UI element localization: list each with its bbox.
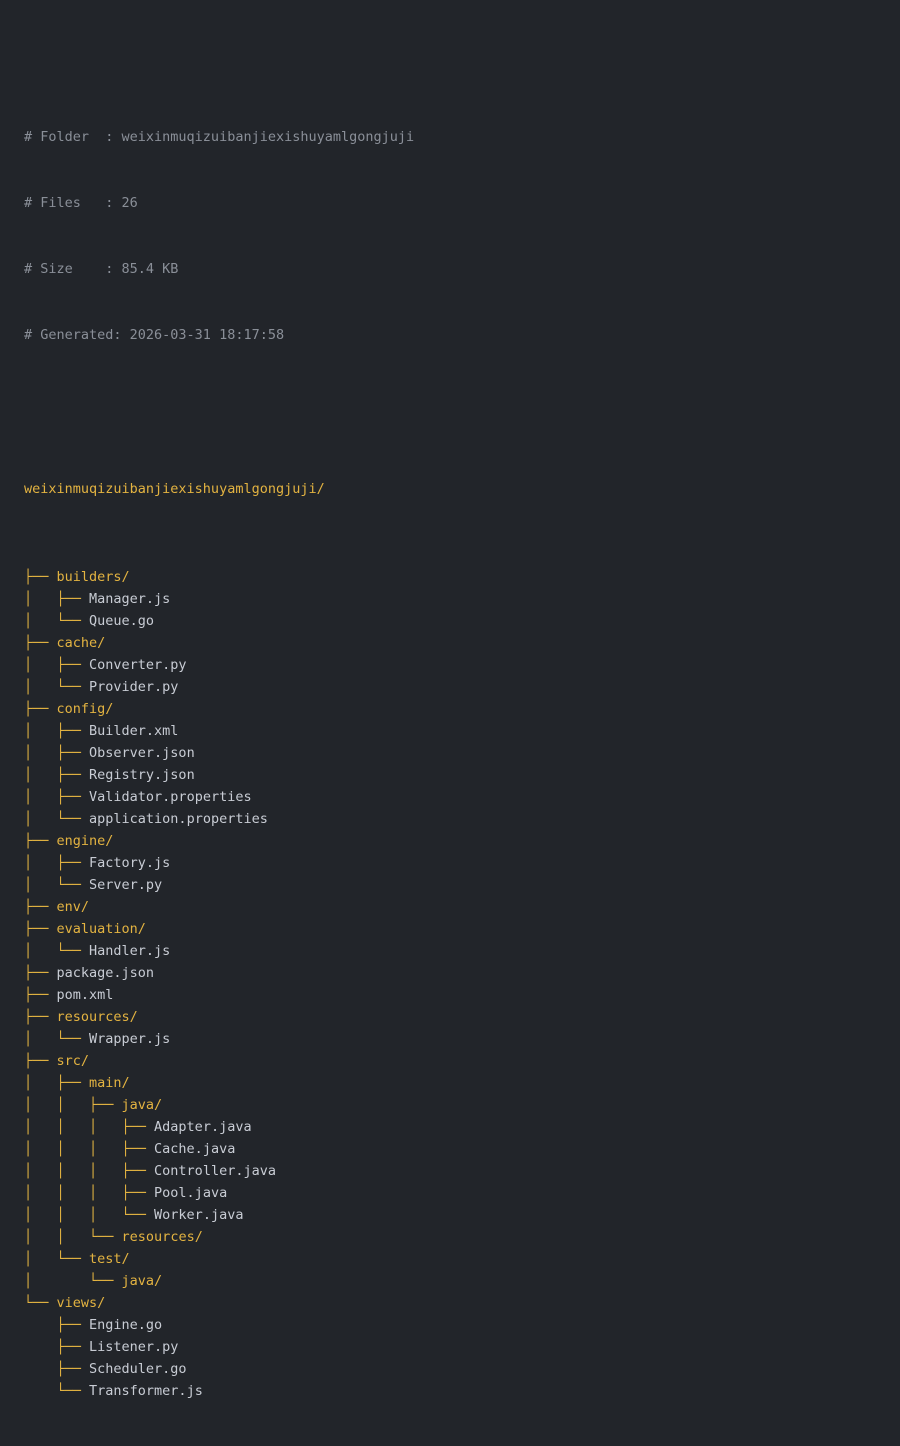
tree-branch-glyph: │ │ │ └── — [24, 1207, 155, 1223]
tree-row-list — [24, 566, 900, 1402]
tree-row — [24, 764, 900, 786]
tree-branch-glyph: │ └── — [24, 1273, 122, 1289]
header-size-line: # Size : 85.4 KB — [24, 261, 179, 277]
tree-row — [24, 1248, 900, 1270]
tree-directory-name[interactable]: config/ — [56, 701, 114, 717]
tree-file-name[interactable]: Scheduler.go — [89, 1361, 187, 1377]
tree-directory-name[interactable]: java/ — [121, 1097, 163, 1113]
tree-row — [24, 698, 900, 720]
tree-file-name[interactable]: Provider.py — [89, 679, 179, 695]
tree-directory-name[interactable]: main/ — [89, 1075, 130, 1091]
tree-branch-glyph: ├── — [24, 1339, 90, 1355]
tree-row — [24, 566, 900, 588]
tree-row — [24, 1006, 900, 1028]
tree-row — [24, 808, 900, 830]
tree-directory-name[interactable]: engine/ — [56, 833, 114, 849]
tree-branch-glyph: │ │ │ ├── — [24, 1163, 155, 1179]
tree-branch-glyph: │ ├── — [24, 745, 90, 761]
tree-branch-glyph: │ └── — [24, 613, 90, 629]
tree-branch-glyph: ├── — [24, 1361, 90, 1377]
tree-row — [24, 1358, 900, 1380]
tree-file-name[interactable]: Factory.js — [89, 855, 171, 871]
tree-branch-glyph: ├── — [24, 1053, 57, 1069]
tree-branch-glyph: ├── — [24, 921, 57, 937]
tree-branch-glyph: │ │ │ ├── — [24, 1185, 155, 1201]
tree-directory-name[interactable]: java/ — [121, 1273, 163, 1289]
tree-directory-name[interactable]: resources/ — [56, 1009, 138, 1025]
header-files-line: # Files : 26 — [24, 195, 138, 211]
tree-row — [24, 874, 900, 896]
tree-root-label: weixinmuqizuibanjiexishuyamlgongjuji/ — [24, 481, 325, 497]
tree-row — [24, 984, 900, 1006]
tree-header-comments — [24, 82, 900, 390]
tree-row — [24, 1380, 900, 1402]
tree-branch-glyph: ├── — [24, 833, 57, 849]
tree-file-name[interactable]: application.properties — [89, 811, 268, 827]
tree-branch-glyph: │ │ ├── — [24, 1097, 122, 1113]
tree-branch-glyph: │ ├── — [24, 723, 90, 739]
tree-directory-name[interactable]: builders/ — [56, 569, 130, 585]
tree-file-name[interactable]: Listener.py — [89, 1339, 179, 1355]
tree-row — [24, 1050, 900, 1072]
tree-row — [24, 1226, 900, 1248]
tree-branch-glyph: │ └── — [24, 943, 90, 959]
tree-row — [24, 676, 900, 698]
tree-branch-glyph: │ └── — [24, 811, 90, 827]
tree-branch-glyph: │ ├── — [24, 789, 90, 805]
tree-branch-glyph: ├── — [24, 987, 57, 1003]
tree-file-name[interactable]: Engine.go — [89, 1317, 163, 1333]
tree-branch-glyph: ├── — [24, 899, 57, 915]
tree-file-name[interactable]: Controller.java — [154, 1163, 276, 1179]
tree-row — [24, 1204, 900, 1226]
tree-row — [24, 1028, 900, 1050]
tree-directory-name[interactable]: evaluation/ — [56, 921, 146, 937]
tree-row — [24, 1182, 900, 1204]
tree-row — [24, 632, 900, 654]
tree-file-name[interactable]: Handler.js — [89, 943, 171, 959]
tree-directory-name[interactable]: src/ — [56, 1053, 90, 1069]
tree-file-name[interactable]: Registry.json — [89, 767, 195, 783]
header-generated-line: # Generated: 2026-03-31 18:17:58 — [24, 327, 285, 343]
tree-row — [24, 1116, 900, 1138]
tree-file-name[interactable]: Converter.py — [89, 657, 187, 673]
tree-row — [24, 1138, 900, 1160]
tree-branch-glyph: ├── — [24, 1009, 57, 1025]
tree-row — [24, 654, 900, 676]
tree-directory-name[interactable]: test/ — [89, 1251, 130, 1267]
tree-branch-glyph: │ └── — [24, 1031, 90, 1047]
tree-branch-glyph: ├── — [24, 701, 57, 717]
tree-row — [24, 940, 900, 962]
tree-row — [24, 962, 900, 984]
tree-branch-glyph: └── — [24, 1295, 57, 1311]
tree-directory-name[interactable]: env/ — [56, 899, 90, 915]
tree-file-name[interactable]: pom.xml — [56, 987, 114, 1003]
tree-file-name[interactable]: Transformer.js — [89, 1383, 203, 1399]
tree-row — [24, 1094, 900, 1116]
tree-file-name[interactable]: Adapter.java — [154, 1119, 252, 1135]
tree-branch-glyph: │ │ │ ├── — [24, 1141, 155, 1157]
tree-directory-name[interactable]: views/ — [56, 1295, 106, 1311]
tree-row — [24, 786, 900, 808]
tree-branch-glyph: │ │ │ ├── — [24, 1119, 155, 1135]
tree-file-name[interactable]: Builder.xml — [89, 723, 179, 739]
tree-file-name[interactable]: Queue.go — [89, 613, 155, 629]
tree-row — [24, 742, 900, 764]
tree-row — [24, 1292, 900, 1314]
tree-branch-glyph: ├── — [24, 569, 57, 585]
tree-row — [24, 720, 900, 742]
tree-file-name[interactable]: Observer.json — [89, 745, 195, 761]
tree-branch-glyph: │ ├── — [24, 855, 90, 871]
tree-branch-glyph: │ └── — [24, 877, 90, 893]
tree-file-name[interactable]: Worker.java — [154, 1207, 244, 1223]
tree-branch-glyph: │ ├── — [24, 591, 90, 607]
tree-directory-name[interactable]: cache/ — [56, 635, 106, 651]
tree-file-name[interactable]: Validator.properties — [89, 789, 252, 805]
tree-row — [24, 1160, 900, 1182]
tree-row — [24, 1336, 900, 1358]
tree-branch-glyph: │ ├── — [24, 1075, 90, 1091]
tree-row — [24, 1314, 900, 1336]
tree-row — [24, 896, 900, 918]
tree-row — [24, 830, 900, 852]
tree-row — [24, 588, 900, 610]
tree-branch-glyph: ├── — [24, 635, 57, 651]
tree-row — [24, 1072, 900, 1094]
tree-row — [24, 610, 900, 632]
tree-branch-glyph: └── — [24, 1383, 90, 1399]
tree-file-name[interactable]: Manager.js — [89, 591, 171, 607]
tree-file-name[interactable]: Cache.java — [154, 1141, 236, 1157]
tree-branch-glyph: │ │ └── — [24, 1229, 122, 1245]
tree-branch-glyph: ├── — [24, 965, 57, 981]
header-folder-line: # Folder : weixinmuqizuibanjiexishuyamlgongjuji — [24, 129, 415, 145]
tree-branch-glyph: │ ├── — [24, 657, 90, 673]
tree-branch-glyph: │ ├── — [24, 767, 90, 783]
tree-row — [24, 1270, 900, 1292]
tree-file-name[interactable]: Pool.java — [154, 1185, 228, 1201]
tree-branch-glyph: │ └── — [24, 679, 90, 695]
tree-branch-glyph: │ └── — [24, 1251, 90, 1267]
tree-branch-glyph: ├── — [24, 1317, 90, 1333]
tree-row — [24, 852, 900, 874]
tree-row — [24, 918, 900, 940]
tree-file-name[interactable]: package.json — [56, 965, 155, 981]
tree-file-name[interactable]: Server.py — [89, 877, 163, 893]
tree-directory-name[interactable]: resources/ — [121, 1229, 203, 1245]
tree-file-name[interactable]: Wrapper.js — [89, 1031, 171, 1047]
